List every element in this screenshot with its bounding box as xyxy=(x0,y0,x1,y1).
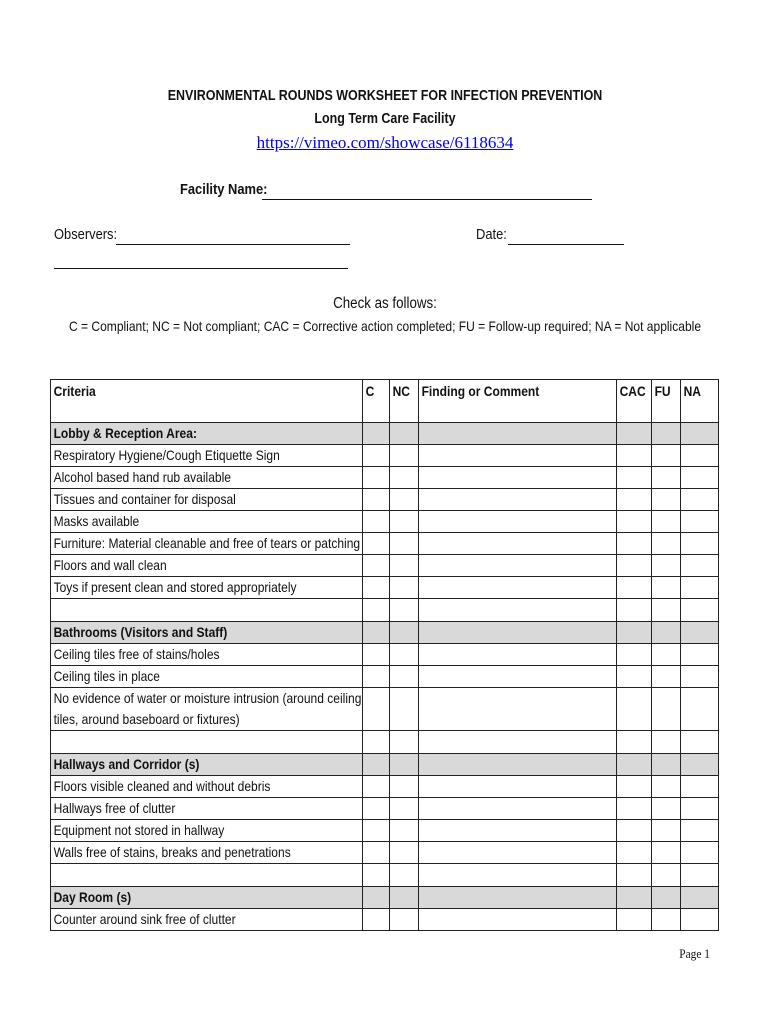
cell-na[interactable] xyxy=(681,599,719,622)
cell-na[interactable] xyxy=(681,864,719,887)
table-row xyxy=(51,577,719,599)
cell-c[interactable] xyxy=(363,423,390,445)
cell-c[interactable] xyxy=(363,489,390,511)
cell-fu[interactable] xyxy=(652,644,681,666)
cell-nc[interactable] xyxy=(390,599,419,622)
cell-finding[interactable] xyxy=(419,864,617,887)
cell-na[interactable] xyxy=(681,887,719,909)
cell-fu[interactable] xyxy=(652,754,681,776)
cell-cac[interactable] xyxy=(617,467,652,489)
spacer-row xyxy=(51,599,719,622)
cell-finding[interactable] xyxy=(419,798,617,820)
cell-c[interactable] xyxy=(363,577,390,599)
cell-nc[interactable] xyxy=(390,622,419,644)
cell-nc[interactable] xyxy=(390,776,419,798)
cell-fu[interactable] xyxy=(652,533,681,555)
cell-na[interactable] xyxy=(681,533,719,555)
cell-finding[interactable] xyxy=(419,688,617,731)
facility-name-field[interactable] xyxy=(262,199,592,200)
cell-nc[interactable] xyxy=(390,533,419,555)
cell-nc[interactable] xyxy=(390,820,419,842)
cell-nc[interactable] xyxy=(390,644,419,666)
cell-na[interactable] xyxy=(681,622,719,644)
cell-na[interactable] xyxy=(681,798,719,820)
cell-fu[interactable] xyxy=(652,731,681,754)
criteria-cell: Walls free of stains, breaks and penetrations xyxy=(51,842,363,864)
cell-cac[interactable] xyxy=(617,842,652,864)
table-row xyxy=(51,798,719,820)
cell-cac[interactable] xyxy=(617,688,652,731)
column-header-nc: NC xyxy=(390,380,419,423)
cell-c[interactable] xyxy=(363,533,390,555)
table-row xyxy=(51,688,719,731)
cell-na[interactable] xyxy=(681,577,719,599)
cell-c[interactable] xyxy=(363,754,390,776)
cell-na[interactable] xyxy=(681,489,719,511)
cell-c[interactable] xyxy=(363,511,390,533)
cell-fu[interactable] xyxy=(652,842,681,864)
criteria-cell xyxy=(51,864,363,887)
cell-nc[interactable] xyxy=(390,754,419,776)
cell-na[interactable] xyxy=(681,688,719,731)
cell-fu[interactable] xyxy=(652,622,681,644)
cell-nc[interactable] xyxy=(390,666,419,688)
section-title: Lobby & Reception Area: xyxy=(51,423,363,445)
cell-cac[interactable] xyxy=(617,599,652,622)
document-subtitle: Long Term Care Facility xyxy=(314,111,456,127)
criteria-cell xyxy=(51,599,363,622)
cell-fu[interactable] xyxy=(652,511,681,533)
table-row xyxy=(51,511,719,533)
column-header-fu: FU xyxy=(652,380,681,423)
section-row-hallways xyxy=(51,754,719,776)
cell-finding[interactable] xyxy=(419,776,617,798)
date-label: Date: xyxy=(476,226,507,243)
table-row xyxy=(51,842,719,864)
cell-fu[interactable] xyxy=(652,909,681,931)
cell-finding[interactable] xyxy=(419,555,617,577)
cell-nc[interactable] xyxy=(390,467,419,489)
cell-na[interactable] xyxy=(681,467,719,489)
table-body xyxy=(51,423,719,931)
table-row xyxy=(51,644,719,666)
cell-cac[interactable] xyxy=(617,423,652,445)
criteria-cell: Ceiling tiles free of stains/holes xyxy=(51,644,363,666)
spacer-row xyxy=(51,731,719,754)
cell-finding[interactable] xyxy=(419,622,617,644)
cell-cac[interactable] xyxy=(617,909,652,931)
cell-finding[interactable] xyxy=(419,754,617,776)
cell-cac[interactable] xyxy=(617,666,652,688)
criteria-cell: Ceiling tiles in place xyxy=(51,666,363,688)
cell-c[interactable] xyxy=(363,555,390,577)
cell-finding[interactable] xyxy=(419,820,617,842)
cell-cac[interactable] xyxy=(617,577,652,599)
cell-c[interactable] xyxy=(363,644,390,666)
criteria-cell: Hallways free of clutter xyxy=(51,798,363,820)
document-title: ENVIRONMENTAL ROUNDS WORKSHEET FOR INFECTION PREVENTION xyxy=(167,88,603,104)
table-row xyxy=(51,909,719,931)
cell-finding[interactable] xyxy=(419,445,617,467)
cell-cac[interactable] xyxy=(617,887,652,909)
cell-na[interactable] xyxy=(681,776,719,798)
cell-cac[interactable] xyxy=(617,445,652,467)
cell-finding[interactable] xyxy=(419,423,617,445)
observers-label: Observers: xyxy=(54,226,118,243)
cell-fu[interactable] xyxy=(652,798,681,820)
section-title: Bathrooms (Visitors and Staff) xyxy=(51,622,363,644)
cell-c[interactable] xyxy=(363,688,390,731)
cell-finding[interactable] xyxy=(419,909,617,931)
table-row xyxy=(51,445,719,467)
instructions-title: Check as follows: xyxy=(333,295,437,312)
cell-nc[interactable] xyxy=(390,577,419,599)
cell-na[interactable] xyxy=(681,445,719,467)
cell-cac[interactable] xyxy=(617,754,652,776)
cell-fu[interactable] xyxy=(652,489,681,511)
cell-c[interactable] xyxy=(363,864,390,887)
cell-nc[interactable] xyxy=(390,445,419,467)
cell-nc[interactable] xyxy=(390,511,419,533)
cell-c[interactable] xyxy=(363,909,390,931)
cell-cac[interactable] xyxy=(617,644,652,666)
rounds-table xyxy=(50,379,719,931)
cell-na[interactable] xyxy=(681,555,719,577)
table-row xyxy=(51,776,719,798)
cell-finding[interactable] xyxy=(419,533,617,555)
column-header-cac: CAC xyxy=(617,380,652,423)
cell-fu[interactable] xyxy=(652,820,681,842)
cell-na[interactable] xyxy=(681,820,719,842)
cell-nc[interactable] xyxy=(390,489,419,511)
criteria-cell: Counter around sink free of clutter xyxy=(51,909,363,931)
cell-fu[interactable] xyxy=(652,864,681,887)
cell-c[interactable] xyxy=(363,731,390,754)
cell-c[interactable] xyxy=(363,467,390,489)
cell-finding[interactable] xyxy=(419,666,617,688)
table-row xyxy=(51,533,719,555)
cell-na[interactable] xyxy=(681,731,719,754)
cell-cac[interactable] xyxy=(617,533,652,555)
criteria-cell: Floors visible cleaned and without debris xyxy=(51,776,363,798)
page-number: Page 1 xyxy=(679,946,710,961)
cell-cac[interactable] xyxy=(617,776,652,798)
cell-fu[interactable] xyxy=(652,467,681,489)
cell-nc[interactable] xyxy=(390,887,419,909)
criteria-cell: Respiratory Hygiene/Cough Etiquette Sign xyxy=(51,445,363,467)
cell-c[interactable] xyxy=(363,776,390,798)
observers-field[interactable] xyxy=(116,244,350,245)
cell-cac[interactable] xyxy=(617,731,652,754)
cell-na[interactable] xyxy=(681,511,719,533)
cell-c[interactable] xyxy=(363,599,390,622)
cell-nc[interactable] xyxy=(390,731,419,754)
cell-c[interactable] xyxy=(363,445,390,467)
column-header-criteria: Criteria xyxy=(51,380,363,423)
cell-nc[interactable] xyxy=(390,423,419,445)
section-title: Day Room (s) xyxy=(51,887,363,909)
date-field[interactable] xyxy=(508,244,624,245)
criteria-cell: Furniture: Material cleanable and free of tears or patching xyxy=(51,533,363,555)
spacer-row xyxy=(51,864,719,887)
cell-fu[interactable] xyxy=(652,688,681,731)
criteria-cell xyxy=(51,731,363,754)
column-header-c: C xyxy=(363,380,390,423)
cell-finding[interactable] xyxy=(419,644,617,666)
cell-na[interactable] xyxy=(681,842,719,864)
section-row-bathrooms xyxy=(51,622,719,644)
cell-nc[interactable] xyxy=(390,842,419,864)
cell-nc[interactable] xyxy=(390,909,419,931)
criteria-cell: Masks available xyxy=(51,511,363,533)
cell-cac[interactable] xyxy=(617,511,652,533)
cell-finding[interactable] xyxy=(419,842,617,864)
cell-cac[interactable] xyxy=(617,864,652,887)
criteria-cell: Alcohol based hand rub available xyxy=(51,467,363,489)
cell-na[interactable] xyxy=(681,644,719,666)
cell-na[interactable] xyxy=(681,423,719,445)
cell-cac[interactable] xyxy=(617,820,652,842)
table-row xyxy=(51,820,719,842)
observers-field-line-2[interactable] xyxy=(54,268,348,269)
cell-c[interactable] xyxy=(363,798,390,820)
table-row xyxy=(51,467,719,489)
column-header-finding: Finding or Comment xyxy=(419,380,617,423)
cell-cac[interactable] xyxy=(617,798,652,820)
cell-nc[interactable] xyxy=(390,688,419,731)
cell-finding[interactable] xyxy=(419,467,617,489)
table-row xyxy=(51,666,719,688)
cell-na[interactable] xyxy=(681,666,719,688)
criteria-cell: Floors and wall clean xyxy=(51,555,363,577)
criteria-cell: Equipment not stored in hallway xyxy=(51,820,363,842)
table-row xyxy=(51,555,719,577)
cell-finding[interactable] xyxy=(419,887,617,909)
section-row-day-room xyxy=(51,887,719,909)
cell-na[interactable] xyxy=(681,754,719,776)
facility-name-label: Facility Name: xyxy=(180,181,268,198)
cell-fu[interactable] xyxy=(652,666,681,688)
showcase-link[interactable]: https://vimeo.com/showcase/6118634 xyxy=(256,133,514,152)
cell-c[interactable] xyxy=(363,820,390,842)
cell-fu[interactable] xyxy=(652,887,681,909)
cell-finding[interactable] xyxy=(419,731,617,754)
table-header-row xyxy=(51,380,719,423)
cell-na[interactable] xyxy=(681,909,719,931)
cell-finding[interactable] xyxy=(419,599,617,622)
cell-finding[interactable] xyxy=(419,511,617,533)
table-row xyxy=(51,489,719,511)
cell-finding[interactable] xyxy=(419,577,617,599)
column-header-na: NA xyxy=(681,380,719,423)
cell-finding[interactable] xyxy=(419,489,617,511)
cell-fu[interactable] xyxy=(652,555,681,577)
criteria-cell: No evidence of water or moisture intrusion (around ceiling tiles, around baseboard or fixtures) xyxy=(51,688,363,731)
cell-cac[interactable] xyxy=(617,555,652,577)
cell-nc[interactable] xyxy=(390,555,419,577)
cell-fu[interactable] xyxy=(652,577,681,599)
cell-c[interactable] xyxy=(363,842,390,864)
cell-nc[interactable] xyxy=(390,864,419,887)
cell-c[interactable] xyxy=(363,887,390,909)
cell-c[interactable] xyxy=(363,622,390,644)
criteria-cell: Tissues and container for disposal xyxy=(51,489,363,511)
section-title: Hallways and Corridor (s) xyxy=(51,754,363,776)
cell-fu[interactable] xyxy=(652,776,681,798)
cell-fu[interactable] xyxy=(652,423,681,445)
cell-cac[interactable] xyxy=(617,622,652,644)
cell-fu[interactable] xyxy=(652,445,681,467)
instructions-legend: C = Compliant; NC = Not compliant; CAC = Corrective action completed; FU = Follow-up required; NA = Not applicable xyxy=(68,318,702,334)
cell-c[interactable] xyxy=(363,666,390,688)
cell-cac[interactable] xyxy=(617,489,652,511)
cell-fu[interactable] xyxy=(652,599,681,622)
cell-nc[interactable] xyxy=(390,798,419,820)
section-row-lobby xyxy=(51,423,719,445)
criteria-cell: Toys if present clean and stored appropriately xyxy=(51,577,363,599)
